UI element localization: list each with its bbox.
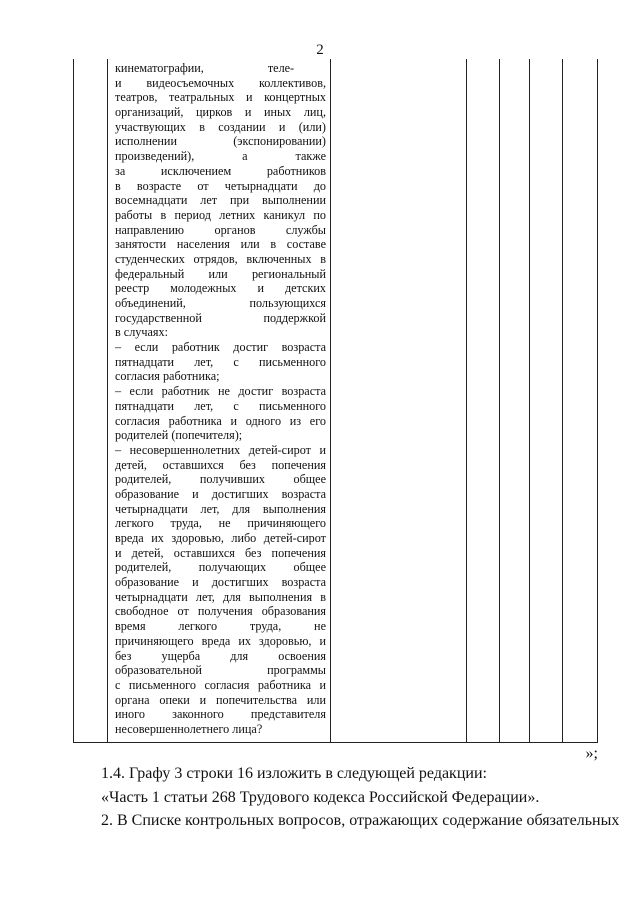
table-cell-line: театров, театральных и концертных	[115, 90, 326, 105]
table-cell-line: пятнадцати лет, с письменного	[115, 354, 326, 369]
table-column-divider	[499, 59, 500, 743]
table-cell-line: свободное от получения образования	[115, 604, 326, 619]
table-cell-line: согласия работника и одного из его	[115, 413, 326, 428]
table-cell-line: образование и достигших возраста	[115, 486, 326, 501]
table-cell-line: объединений, пользующихся	[115, 296, 326, 310]
table-column-divider	[597, 59, 598, 743]
table-cell-line: студенческих отрядов, включенных в	[115, 251, 326, 266]
table-cell-line: четырнадцати лет, для выполнения	[115, 501, 326, 516]
table-cell-line: четырнадцати лет, для выполнения в	[115, 589, 326, 604]
table-cell-line: направлению органов службы	[115, 222, 326, 237]
table-cell-line: пятнадцати лет, с письменного	[115, 398, 326, 413]
table-cell-line: восемнадцати лет при выполнении	[115, 193, 326, 208]
table-cell-line: без ущерба для освоения	[115, 648, 326, 663]
table-cell-line: и детей, оставшихся без попечения	[115, 545, 326, 560]
table-cell-line: организаций, цирков и иных лиц,	[115, 105, 326, 120]
table-cell-line: – несовершеннолетних детей-сирот и	[115, 442, 326, 457]
table-cell-line: причиняющего вреда их здоровью, и	[115, 633, 326, 648]
table-cell-line: органа опеки и попечительства или	[115, 692, 326, 707]
table-cell-line: иного законного представителя	[115, 707, 326, 722]
paragraph-list-intro: 2. В Списке контрольных вопросов, отражающих содержание обязательных	[101, 812, 620, 829]
table-cell-line: кинематографии, теле-	[115, 61, 295, 75]
table-cell-line: время легкого труда, не	[115, 619, 326, 634]
table-cell-line: согласия работника;	[115, 369, 220, 384]
table-cell-line: несовершеннолетнего лица?	[115, 721, 263, 736]
table-cell-line: произведений), а также	[115, 149, 326, 164]
table-cell-line: – если работник не достиг возраста	[115, 384, 326, 399]
table-cell-line: федеральный или региональный	[115, 266, 326, 281]
table-cell-line: работы в период летних каникул по	[115, 207, 326, 222]
table-cell-line: родителей, получивших общее	[115, 472, 326, 487]
table-cell-line: исполнении (экспонировании)	[115, 134, 326, 149]
table-cell-line: родителей (попечителя);	[115, 428, 243, 443]
table-cell-line: реестр молодежных и детских	[115, 281, 326, 296]
table-cell-question-text	[115, 61, 326, 737]
paragraph-quote: «Часть 1 статьи 268 Трудового кодекса Российской Федерации».	[101, 789, 540, 806]
table-cell-line: с письменного согласия работника и	[115, 677, 326, 692]
table-cell-line: вреда их здоровью, либо детей-сирот	[115, 531, 326, 545]
page-number: 2	[316, 42, 324, 58]
table-cell-line: за исключением работников	[115, 163, 326, 178]
table-cell-line: в случаях:	[115, 325, 169, 340]
table-column-divider	[107, 59, 108, 743]
table-column-divider	[466, 59, 467, 743]
table-cell-line: и видеосъемочных коллективов,	[115, 75, 326, 90]
table-cell-line: – если работник достиг возраста	[115, 340, 326, 355]
closing-quote: »;	[585, 745, 598, 762]
table-column-divider	[330, 59, 331, 743]
table-cell-line: легкого труда, не причиняющего	[115, 516, 326, 531]
table-column-divider	[562, 59, 563, 743]
table-cell-line: государственной поддержкой	[115, 310, 326, 325]
table-cell-line: в возрасте от четырнадцати до	[115, 178, 326, 193]
table-cell-line: образование и достигших возраста	[115, 575, 326, 590]
table-cell-line: участвующих в создании и (или)	[115, 119, 326, 134]
paragraph-amendment: 1.4. Графу 3 строки 16 изложить в следующей редакции:	[101, 765, 487, 782]
table-cell-line: детей, оставшихся без попечения	[115, 457, 326, 472]
table-cell-line: родителей, получающих общее	[115, 560, 326, 575]
table-cell-line: занятости населения или в составе	[115, 237, 326, 252]
table-cell-line: образовательной программы	[115, 663, 326, 678]
table-column-divider	[529, 59, 530, 743]
